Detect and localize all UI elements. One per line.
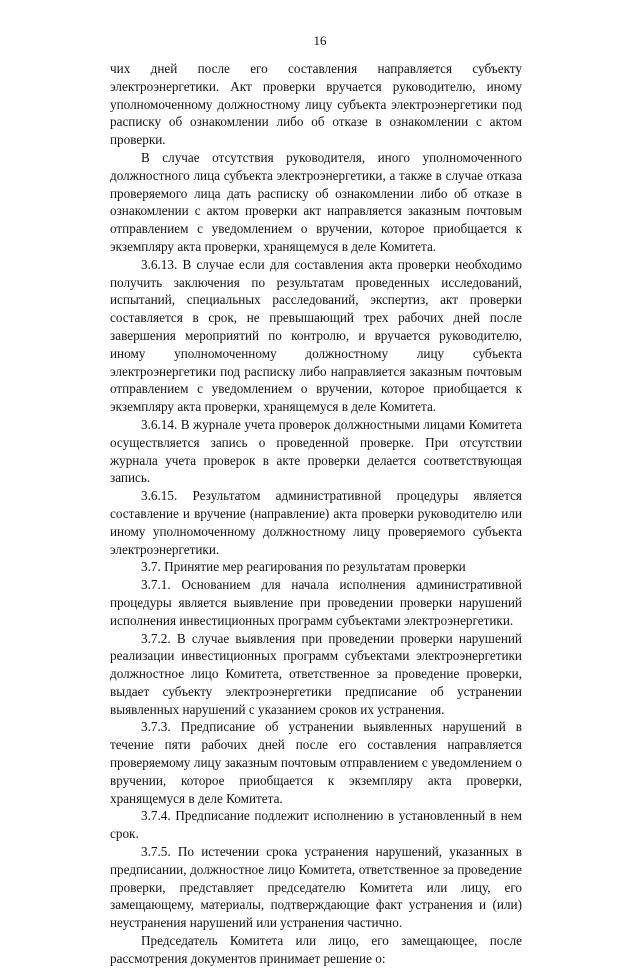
paragraph-3-6-14: 3.6.14. В журнале учета проверок должностными лицами Комитета осуществляется запись о проведенной проверке. При отсутствии журнала учета проверок в акте проверки делается соответствующая запись. [110,416,522,486]
paragraph-3-7-3: 3.7.3. Предписание об устранении выявленных нарушений в течение пяти рабочих дней после его составления направляется проверяемому лицу заказным почтовым отправлением с уведомлением о вручении, которое приобщается к экземпляру акта проверки, хранящемуся в деле Комитета. [110,719,522,806]
paragraph-2: В случае отсутствия руководителя, иного уполномоченного должностного лица субъекта электроэнергетики, а также в случае отказа проверяемого лица дать расписку об ознакомлении либо об отказе в ознакомлении с актом проверки акт направляется заказным почтовым отправлением с уведомлением о вручении, которое приобщается к экземпляру акта проверки, хранящемуся в деле Комитета. [110,149,522,254]
paragraph-3-7-5: 3.7.5. По истечении срока устранения нарушений, указанных в предписании, должностное лицо Комитета, ответственное за проведение проверки, представляет председателю Комитета или лицу, его замещающему, материалы, подтверждающие факт устранения и (или) неустранения нарушений или устранения частично. [110,844,522,931]
paragraph-3-7-2: 3.7.2. В случае выявления при проведении проверки нарушений реализации инвестиционных программ субъектами электроэнергетики должностное лицо Комитета, ответственное за проведение проверки, выдает субъекту электроэнергетики предписание об устранении выявленных нарушений с указанием сроков их устранения. [110,630,522,717]
paragraph-1: чих дней после его составления направляется субъекту электроэнергетики. Акт проверки вручается руководителю, иному уполномоченному должностному лицу субъекта электроэнергетики под расписку об ознакомлении либо об отказе в ознакомлении с актом проверки. [110,61,522,148]
paragraph-3-6-13: 3.6.13. В случае если для составления акта проверки необходимо получить заключения по результатам проведенных исследований, испытаний, специальных расследований, экспертиз, акт проверки составляется в срок, не превышающий трех рабочих дней после завершения мероприятий по контролю, и вручается руководителю, иному уполномоченному должностному лицу субъекта электроэнергетики под расписку либо направляется заказным почтовым отправлением с уведомлением о вручении, которое приобщается к экземпляру акта проверки, хранящемуся в деле Комитета. [110,256,522,415]
page-number: 16 [313,33,327,48]
paragraph-3-7-1: 3.7.1. Основанием для начала исполнения административной процедуры является выявление при проведении проверки нарушений исполнения инвестиционных программ субъектами электроэнергетики. [110,577,522,628]
paragraph-3-7-4: 3.7.4. Предписание подлежит исполнению в установленный в нем срок. [110,808,522,842]
section-heading-3-7: 3.7. Принятие мер реагирования по результатам проверки [141,559,466,575]
document-body [110,60,522,968]
paragraph-3-6-15: 3.6.15. Результатом административной процедуры является составление и вручение (направление) акта проверки руководителю или иному уполномоченному должностному лицу проверяемого субъекта электроэнергетики. [110,488,522,557]
paragraph-decision: Председатель Комитета или лицо, его замещающее, после рассмотрения документов принимает решение о: [110,933,522,966]
